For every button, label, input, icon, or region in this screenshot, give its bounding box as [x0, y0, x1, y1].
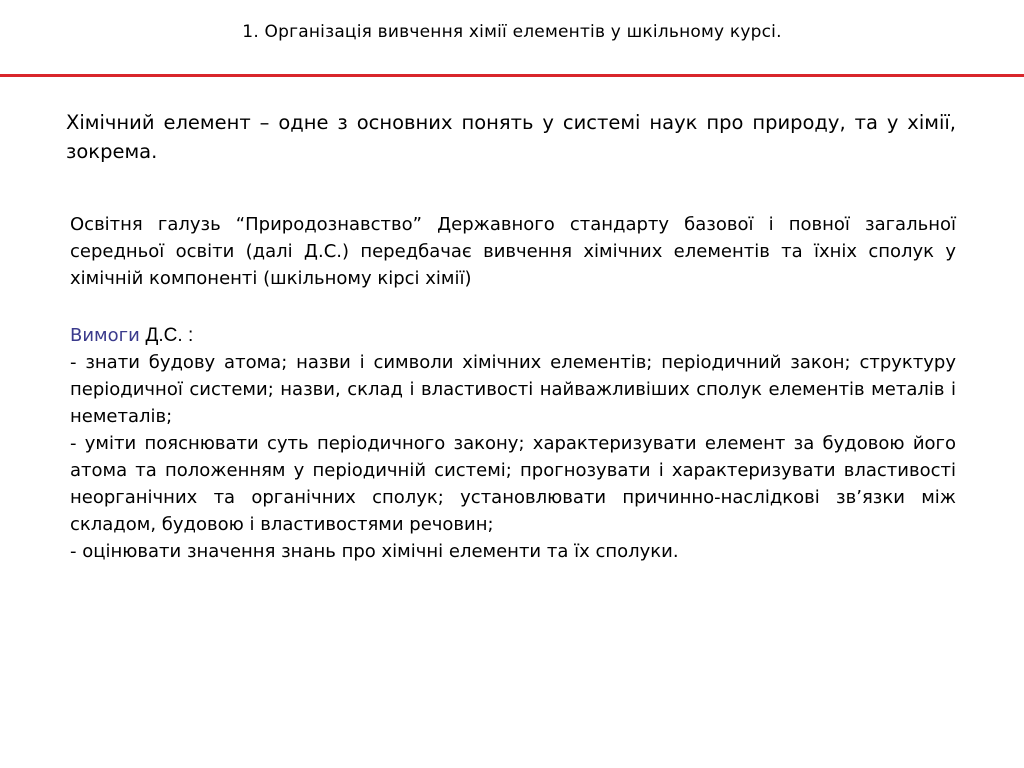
slide-title: 1. Організація вивчення хімії елементів у шкільному курсі.: [242, 22, 782, 42]
requirement-item-evaluate: - оцінювати значення знань про хімічні елементи та їх сполуки.: [70, 541, 679, 562]
title-divider: [0, 74, 1024, 77]
paragraph-spacer: [70, 292, 956, 322]
content-block: [70, 211, 956, 565]
requirements-subject: Д.С. :: [145, 325, 194, 346]
requirement-item-know: - знати будову атома; назви і символи хімічних елементів; періодичний закон; структуру періодичної системи; назви, склад і властивості найважливіших сполук елементів металів і неметалів;: [70, 352, 956, 427]
requirements-heading: [70, 322, 956, 349]
standard-paragraph: Освітня галузь “Природознавство” Державного стандарту базової і повної загальної середньої освіти (далі Д.С.) передбачає вивчення хімічних елементів та їхніх сполук у хімічній компоненті (шкільному кірсі хімії): [70, 214, 956, 289]
requirements-list: [70, 349, 956, 565]
intro-statement: Хімічний елемент – одне з основних понять у системі наук про природу, та у хімії, зокрема.: [66, 111, 956, 163]
requirement-item-skills: - уміти пояснювати суть періодичного закону; характеризувати елемент за будовою його атома та положенням у періодичній системі; прогнозувати і характеризувати властивості неорганічних та органічних сполук; установлювати причинно-наслідкові зв’язки між складом, будовою і властивостями речовин;: [70, 433, 956, 535]
requirements-label: Вимоги: [70, 325, 140, 346]
